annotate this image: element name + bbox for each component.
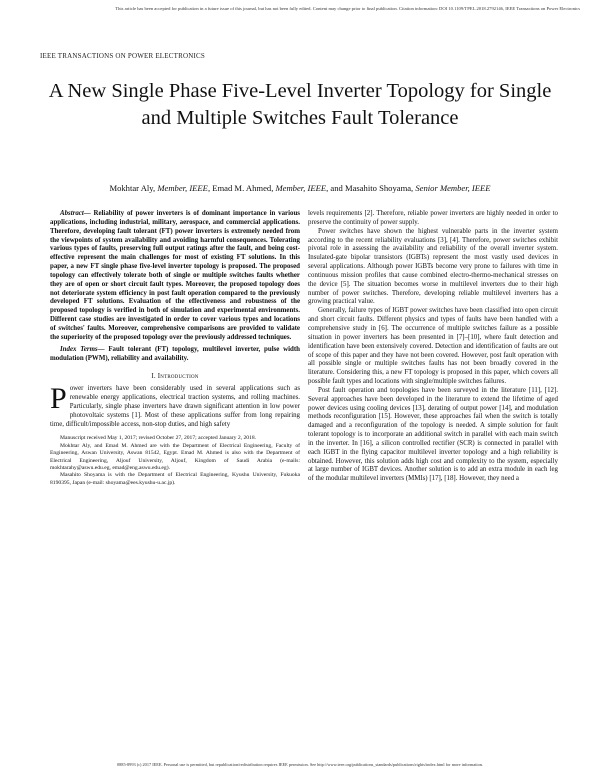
author-name: Mokhtar Aly, xyxy=(109,183,158,193)
paper-title: A New Single Phase Five-Level Inverter Topology for Single and Multiple Switches Fault Tolerance xyxy=(48,80,552,129)
footnote-affiliation: Masahito Shoyama is with the Department of Electrical Engineering, Kyushu University, Fukuoka 8190395, Japan (e-mail: shoyama@ees.kyushu-u.ac.jp). xyxy=(50,472,300,486)
footnotes xyxy=(50,435,300,487)
author-line xyxy=(40,183,560,194)
abstract xyxy=(50,210,300,343)
index-terms-label: Index Terms xyxy=(60,345,98,353)
footnote-affiliation: Mokhtar Aly, and Emad M. Ahmed are with the Department of Electrical Engineering, Faculty of Engineering, Aswan University, Aswan 81542, Egypt. Emad M. Ahmed is also with the Department of Electrical Engineering, Aljouf University, Aljouf, Kingdom of Saudi Arabia (e-mails: mokhtarahy@aswu.edu.eg, emad@eng.aswu.edu.eg). xyxy=(50,442,300,472)
right-column xyxy=(308,210,558,484)
author-name: , Emad M. Ahmed, xyxy=(207,183,276,193)
author-name: , and Masahito Shoyama, xyxy=(326,183,416,193)
body-paragraph: Post fault operation and topologies have been surveyed in the literature [11], [12]. Several approaches have been developed in the literature to extend the lifetime of aged power devices using cooling devices [13], derating of output power [14], and modulation methods reconfiguration [15]. However, these approaches fail when the switch is totally damaged and a reconfiguration of the topology is needed. A simple solution for fault tolerant topology is to incorporate an additional switch in parallel with each main switch in the inverter. In [16], a silicon controlled rectifier (SCR) is connected in parallel with each IGBT in the flying capacitor multilevel inverter topology and a high reliability is obtained. However, this solution adds high cost and complexity to the system, especially at large number of IGBT devices. Another solution is to add an extra module in each leg of the modular multilevel inverters (MMIs) [17], [18]. However, they need a xyxy=(308,386,558,483)
author-role: Senior Member, IEEE xyxy=(415,183,491,193)
abstract-text: — Reliability of power inverters is of dominant importance in various applications, including industrial, military, aerospace, and commercial applications. Therefore, developing fault tolerant (FT) power inverters is extremely needed from the viewpoints of system availability and avoiding harmful consequences. Tolerating various types of faults, preserving full output ratings after the fault, and being cost-effective represent the main challenges for most of existing FT solutions. In this paper, a new FT single phase five-level inverter topology is proposed. The proposed topology can effectively tolerate both of single or multiple switches faults whether they are of open or short circuit fault types. Moreover, the proposed topology does not deteriorate system efficiency in post fault operation compared to the previously developed FT solutions. Evaluation of the effectiveness and robustness of the proposed topology is verified in both of simulation and experimental environments. Different case studies are investigated in order to cover various types and locations of switches' faults. Moreover, comprehensive comparisons are provided to validate the superiority of the proposed topology over the previously addressed techniques. xyxy=(50,210,300,341)
footnote-received: Manuscript received May 1, 2017; revised October 27, 2017; accepted January 2, 2018. xyxy=(60,435,257,442)
left-column xyxy=(50,210,300,487)
body-paragraph: Generally, failure types of IGBT power switches have been classified into open circuit and short circuit faults. Different physics and types of faults have been handled with a comprehensive study in [6]. The occurrence of multiple switches failure as a possible situation in power inverters has been presented in [7]–[10], where fault detection and identification have been extensively covered. Detection and identification of faults are out of scope of this paper and they have not been covered. However, post fault operation with all possible single or multiple switches faults has not been broadly covered in the literature. Considering this, a new FT topology is proposed in this paper, which covers all possible fault types and locations with single/multiple switches failures. xyxy=(308,307,558,386)
copyright-footer: 0885-8993 (c) 2017 IEEE. Personal use is permitted, but republication/redistribution requires IEEE permission. See http://www.ieee.org/publications_standards/publications/rights/index.html for more information. xyxy=(117,762,483,767)
drop-cap: P xyxy=(50,382,67,416)
section-heading: I. Introduction xyxy=(151,373,199,381)
journal-name: IEEE TRANSACTIONS ON POWER ELECTRONICS xyxy=(40,52,205,60)
body-paragraph: Power switches have shown the highest vulnerable parts in the inverter system according to the recent reliability evaluations [3], [4]. Therefore, power switches exhibit pivotal role in assessing the availability and reliability of the overall inverter system. Insulated-gate bipolar transistors (IGBTs) represent the most vastly used devices in several applications. Although power IGBTs become very prone to failures with time in continuous mission profiles that cause combined electro-thermo-mechanical stresses on the device [5]. The situation becomes worse in multilevel inverters due to their high number of power switches. Therefore, developing reliable multilevel inverters has a growing practical value. xyxy=(308,227,558,306)
intro-text: ower inverters have been considerably used in several applications such as renewable energy applications, electrical traction systems, and rolling machines. Particularly, single phase inverters have drawn significant attention in low power photovoltaic systems [1]. Most of these applications suffer from long repairing time, difficult/impossible access, non-stop duties, and high safety xyxy=(50,385,300,428)
accepted-notice: This article has been accepted for publication in a future issue of this journal, but has not been fully edited. Content may change prior to final publication. Citation information: DOI 10.1109/TPEL.2018.2792146, IEEE Transactions on Power Electronics xyxy=(115,6,580,11)
author-role: Member, IEEE xyxy=(275,183,327,193)
author-role: Member, IEEE xyxy=(157,183,208,193)
body-paragraph: levels requirements [2]. Therefore, reliable power inverters are highly needed in order to preserve the continuity of power supply. xyxy=(308,210,558,226)
intro-paragraph xyxy=(50,382,300,429)
abstract-label: Abstract xyxy=(60,210,84,217)
index-terms-text: — Fault tolerant (FT) topology, multilevel inverter, pulse width modulation (PWM), reliability and availability. xyxy=(50,345,301,362)
index-terms xyxy=(50,346,300,364)
